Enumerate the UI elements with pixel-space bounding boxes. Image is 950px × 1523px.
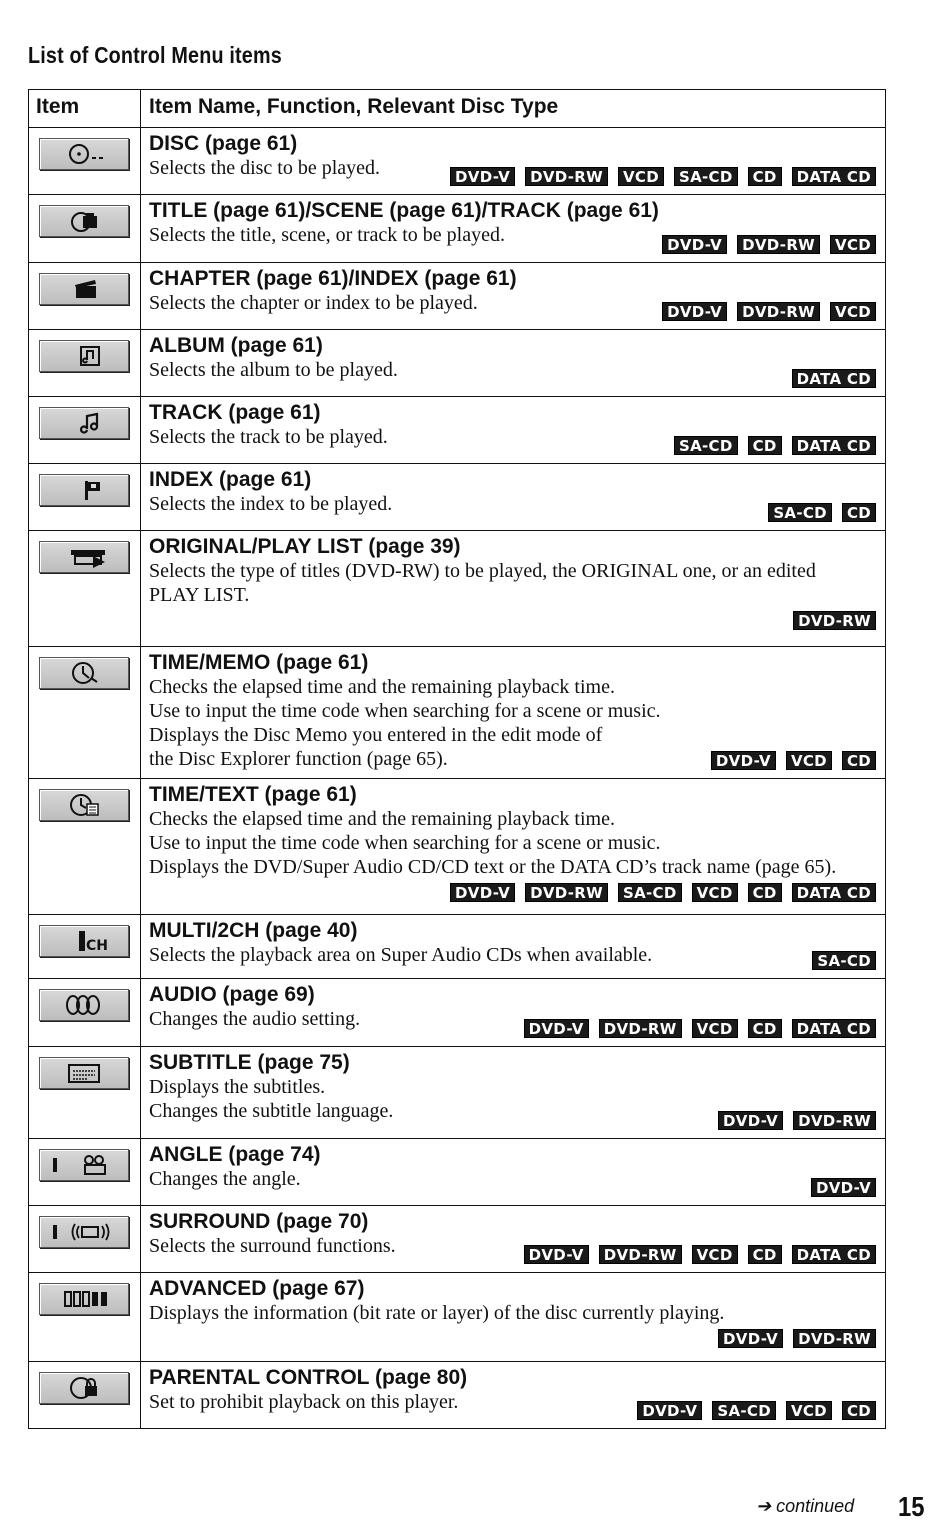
disc-type-badge: DVD-V: [524, 1245, 589, 1264]
item-cell: [29, 1047, 141, 1138]
disc-type-badge: VCD: [830, 235, 876, 254]
disc-type-badge: DVD-RW: [525, 883, 608, 902]
disc-type-badges: [718, 1111, 876, 1130]
table-row: [29, 778, 885, 914]
item-cell: [29, 128, 141, 194]
table-row: [29, 329, 885, 396]
disc-type-badges: [637, 1401, 876, 1420]
description-cell: [141, 779, 885, 914]
item-name: ADVANCED (page 67): [149, 1277, 365, 1300]
item-description-line: Selects the title, scene, or track to be played.: [149, 224, 505, 246]
playlist-icon: [39, 541, 129, 573]
disc-type-badge: DVD-V: [662, 235, 727, 254]
item-description-line: Selects the album to be played.: [149, 359, 398, 381]
time-text-icon: [39, 789, 129, 821]
disc-type-badge: DVD-RW: [599, 1245, 682, 1264]
advanced-icon: [39, 1283, 129, 1315]
item-description-line: Displays the DVD/Super Audio CD/CD text or the DATA CD’s track name (page 65).: [149, 856, 837, 878]
table-row: [29, 1361, 885, 1428]
description-cell: [141, 330, 885, 396]
disc-type-badges: [524, 1019, 876, 1038]
description-cell: [141, 128, 885, 194]
table-row: [29, 1272, 885, 1361]
table-row: [29, 530, 885, 646]
item-cell: [29, 397, 141, 463]
disc-type-badge: SA-CD: [768, 503, 832, 522]
disc-type-badge: DVD-V: [524, 1019, 589, 1038]
description-cell: [141, 1362, 885, 1428]
item-cell: [29, 1206, 141, 1272]
disc-type-badge: DVD-RW: [599, 1019, 682, 1038]
description-cell: [141, 1206, 885, 1272]
item-cell: [29, 647, 141, 778]
item-description-line: Selects the surround functions.: [149, 1235, 396, 1257]
disc-type-badges: [812, 951, 876, 970]
item-description-line: Use to input the time code when searching for a scene or music.: [149, 700, 661, 722]
table-header: [29, 90, 885, 127]
disc-type-badge: CD: [842, 503, 876, 522]
item-cell: [29, 330, 141, 396]
multi-2ch-icon: [39, 925, 129, 957]
description-cell: [141, 979, 885, 1046]
disc-type-badge: DATA CD: [792, 883, 876, 902]
disc-type-badge: DVD-V: [662, 302, 727, 321]
disc-type-badges: [662, 302, 876, 321]
disc-type-badge: VCD: [786, 1401, 832, 1420]
item-description-line: Displays the information (bit rate or layer) of the disc currently playing.: [149, 1302, 725, 1324]
table-row: [29, 396, 885, 463]
disc-type-badges: [792, 369, 876, 388]
disc-type-badges: [149, 1329, 876, 1348]
page-number: 15: [898, 1491, 925, 1522]
item-cell: [29, 195, 141, 262]
description-cell: [141, 464, 885, 530]
disc-type-badge: DATA CD: [792, 436, 876, 455]
disc-type-badges: [450, 167, 876, 186]
description-cell: [141, 1139, 885, 1205]
disc-type-badges: [711, 751, 876, 770]
disc-type-badges: [811, 1178, 876, 1197]
disc-type-badge: DATA CD: [792, 369, 876, 388]
table-row: [29, 127, 885, 194]
disc-type-badge: CD: [748, 1245, 782, 1264]
item-description-line: Changes the angle.: [149, 1168, 301, 1190]
disc-type-badge: CD: [748, 1019, 782, 1038]
description-cell: [141, 263, 885, 329]
disc-type-badge: DVD-RW: [793, 611, 876, 630]
disc-type-badge: DATA CD: [792, 1019, 876, 1038]
item-description-line: Changes the subtitle language.: [149, 1100, 394, 1122]
disc-type-badge: SA-CD: [618, 883, 682, 902]
item-name: SUBTITLE (page 75): [149, 1051, 350, 1074]
subtitle-icon: [39, 1057, 129, 1089]
table-row: [29, 646, 885, 778]
item-name: CHAPTER (page 61)/INDEX (page 61): [149, 267, 517, 290]
description-cell: [141, 397, 885, 463]
item-description-line: Displays the subtitles.: [149, 1076, 326, 1098]
description-cell: [141, 647, 885, 778]
header-item: Item: [29, 90, 141, 127]
disc-type-badge: DVD-V: [711, 751, 776, 770]
disc-type-badge: DVD-RW: [793, 1111, 876, 1130]
table-row: [29, 194, 885, 262]
item-description-line: Displays the Disc Memo you entered in the edit mode of: [149, 724, 603, 746]
disc-type-badge: DVD-RW: [737, 235, 820, 254]
disc-type-badge: CD: [748, 436, 782, 455]
disc-type-badge: CD: [842, 1401, 876, 1420]
disc-type-badge: CD: [748, 167, 782, 186]
table-row: [29, 1046, 885, 1138]
item-name: TIME/TEXT (page 61): [149, 783, 357, 806]
index-icon: [39, 474, 129, 506]
disc-type-badges: [524, 1245, 876, 1264]
table-row: [29, 262, 885, 329]
item-description-line: Selects the track to be played.: [149, 426, 388, 448]
table-row: [29, 1205, 885, 1272]
item-description-line: Set to prohibit playback on this player.: [149, 1391, 459, 1413]
disc-type-badge: VCD: [692, 883, 738, 902]
audio-icon: [39, 989, 129, 1021]
item-description-line: Selects the type of titles (DVD-RW) to be played, the ORIGINAL one, or an edited: [149, 560, 816, 582]
disc-type-badge: DVD-V: [718, 1111, 783, 1130]
control-menu-table: [28, 89, 886, 1429]
disc-type-badge: DVD-V: [450, 167, 515, 186]
parental-control-icon: [39, 1372, 129, 1404]
item-cell: [29, 1362, 141, 1428]
disc-type-badge: DVD-V: [811, 1178, 876, 1197]
disc-type-badge: DVD-RW: [525, 167, 608, 186]
disc-type-badges: [768, 503, 876, 522]
table-row: [29, 463, 885, 530]
time-memo-icon: [39, 657, 129, 689]
item-description-line: Selects the index to be played.: [149, 493, 393, 515]
item-cell: [29, 464, 141, 530]
item-name: ORIGINAL/PLAY LIST (page 39): [149, 535, 461, 558]
disc-type-badge: DATA CD: [792, 167, 876, 186]
disc-type-badge: SA-CD: [674, 436, 738, 455]
disc-type-badge: DATA CD: [792, 1245, 876, 1264]
disc-type-badge: SA-CD: [674, 167, 738, 186]
album-icon: [39, 340, 129, 372]
disc-type-badge: VCD: [618, 167, 664, 186]
disc-type-badge: SA-CD: [712, 1401, 776, 1420]
item-cell: [29, 779, 141, 914]
disc-type-badge: CD: [748, 883, 782, 902]
disc-type-badge: DVD-V: [450, 883, 515, 902]
item-name: AUDIO (page 69): [149, 983, 315, 1006]
item-description-line: Selects the chapter or index to be played.: [149, 292, 478, 314]
disc-icon: [39, 138, 129, 170]
item-cell: [29, 979, 141, 1046]
item-name: DISC (page 61): [149, 132, 298, 155]
item-name: SURROUND (page 70): [149, 1210, 369, 1233]
disc-type-badge: CD: [842, 751, 876, 770]
disc-type-badge: VCD: [692, 1019, 738, 1038]
disc-type-badge: VCD: [786, 751, 832, 770]
disc-type-badges: [149, 883, 876, 902]
item-name: MULTI/2CH (page 40): [149, 919, 358, 942]
description-cell: [141, 531, 885, 646]
description-cell: [141, 1273, 885, 1361]
disc-type-badge: DVD-RW: [793, 1329, 876, 1348]
item-description-line: Checks the elapsed time and the remaining playback time.: [149, 676, 615, 698]
svg-text:CH: CH: [86, 938, 108, 954]
item-description-line: Use to input the time code when searching for a scene or music.: [149, 832, 661, 854]
item-cell: [29, 1139, 141, 1205]
item-name: TIME/MEMO (page 61): [149, 651, 369, 674]
item-description-line: Changes the audio setting.: [149, 1008, 361, 1030]
disc-type-badge: DVD-RW: [737, 302, 820, 321]
page-heading: List of Control Menu items: [28, 42, 282, 68]
chapter-icon: [39, 273, 129, 305]
item-cell: [29, 531, 141, 646]
item-cell: [29, 263, 141, 329]
item-name: ANGLE (page 74): [149, 1143, 321, 1166]
item-name: TITLE (page 61)/SCENE (page 61)/TRACK (page 61): [149, 199, 659, 222]
item-name: TRACK (page 61): [149, 401, 321, 424]
disc-type-badges: [662, 235, 876, 254]
item-description-line: Selects the playback area on Super Audio CDs when available.: [149, 944, 653, 966]
surround-icon: [39, 1216, 129, 1248]
item-description-line: Selects the disc to be played.: [149, 157, 381, 179]
title-icon: [39, 205, 129, 237]
description-cell: [141, 915, 885, 978]
item-name: ALBUM (page 61): [149, 334, 323, 357]
item-cell: [29, 1273, 141, 1361]
item-name: INDEX (page 61): [149, 468, 312, 491]
disc-type-badges: [149, 611, 876, 630]
description-cell: [141, 1047, 885, 1138]
table-row: [29, 914, 885, 978]
item-description-line: Checks the elapsed time and the remaining playback time.: [149, 808, 615, 830]
table-row: [29, 978, 885, 1046]
header-description: Item Name, Function, Relevant Disc Type: [149, 95, 559, 118]
disc-type-badge: SA-CD: [812, 951, 876, 970]
item-description-line: PLAY LIST.: [149, 584, 250, 606]
table-row: [29, 1138, 885, 1205]
disc-type-badge: DVD-V: [637, 1401, 702, 1420]
disc-type-badge: VCD: [692, 1245, 738, 1264]
continued-label: ➔ continued: [756, 1496, 855, 1516]
item-cell: [29, 915, 141, 978]
description-cell: [141, 195, 885, 262]
angle-icon: [39, 1149, 129, 1181]
disc-type-badge: VCD: [830, 302, 876, 321]
disc-type-badge: DVD-V: [718, 1329, 783, 1348]
item-description-line: the Disc Explorer function (page 65).: [149, 748, 448, 770]
disc-type-badges: [674, 436, 876, 455]
item-name: PARENTAL CONTROL (page 80): [149, 1366, 468, 1389]
track-icon: [39, 407, 129, 439]
